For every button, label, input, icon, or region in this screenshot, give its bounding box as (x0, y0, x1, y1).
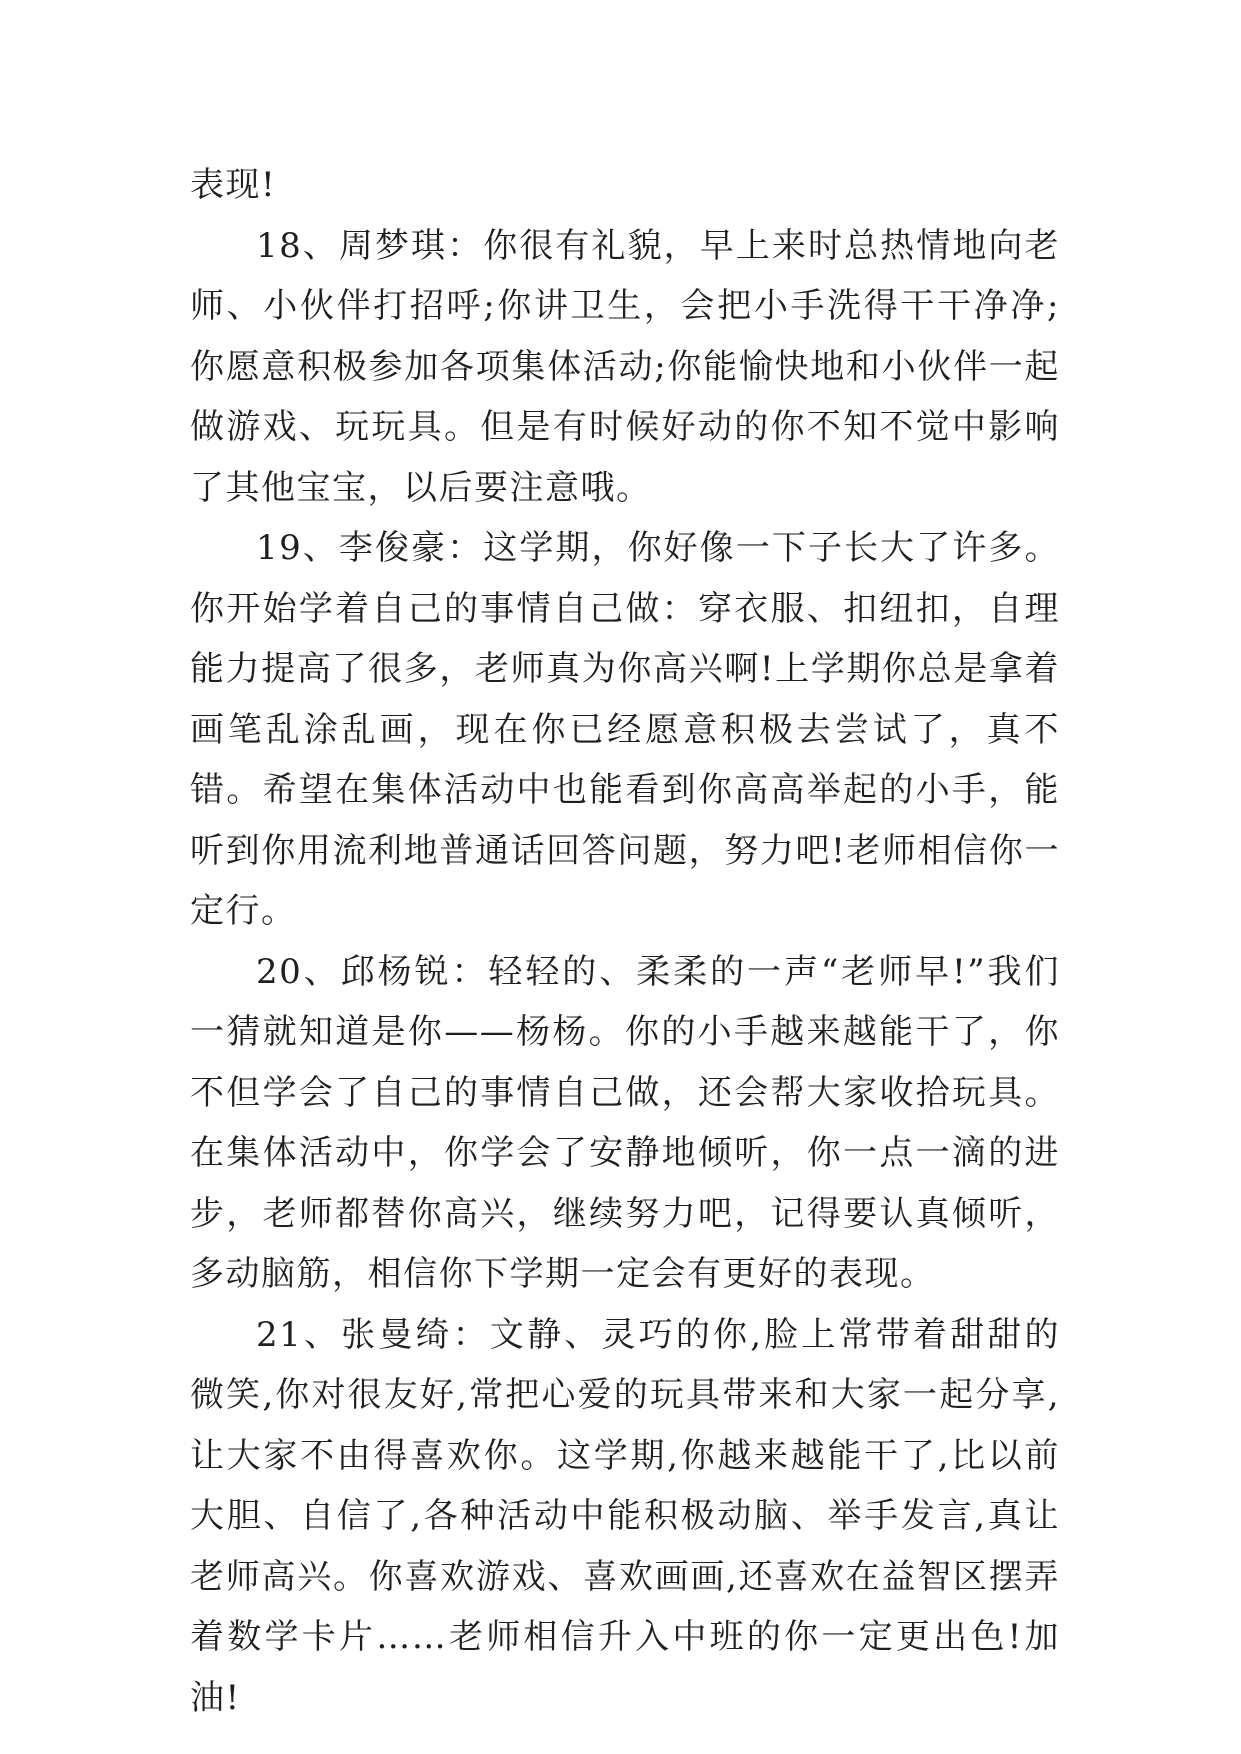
paragraph-comment-18: 18、周梦琪：你很有礼貌，早上来时总热情地向老师、小伙伴打招呼;你讲卫生，会把小手洗得干干净净;你愿意积极参加各项集体活动;你能愉快地和小伙伴一起做游戏、玩玩具。但是有时候好动的你不知不觉中影响了其他宝宝，以后要注意哦。 (190, 225, 1060, 508)
paragraph-comment-21: 21、张曼绮：文静、灵巧的你,脸上常带着甜甜的微笑,你对很友好,常把心爱的玩具带来和大家一起分享,让大家不由得喜欢你。这学期,你越来越能干了,比以前大胆、自信了,各种活动中能积极动脑、举手发言,真让老师高兴。你喜欢游戏、喜欢画画,还喜欢在益智区摆弄着数学卡片……老师相信升入中班的你一定更出色!加油! (190, 1314, 1060, 1718)
paragraph-comment-19: 19、李俊豪：这学期，你好像一下子长大了许多。你开始学着自己的事情自己做：穿衣服、扣纽扣，自理能力提高了很多，老师真为你高兴啊!上学期你总是拿着画笔乱涂乱画，现在你已经愿意积极去尝试了，真不错。希望在集体活动中也能看到你高高举起的小手，能听到你用流利地普通话回答问题，努力吧!老师相信你一定行。 (190, 528, 1060, 931)
paragraph-continuation: 表现! (190, 165, 277, 205)
document-body (190, 155, 1060, 1728)
paragraph-comment-20: 20、邱杨锐：轻轻的、柔柔的一声“老师早!”我们一猜就知道是你——杨杨。你的小手越来越能干了，你不但学会了自己的事情自己做，还会帮大家收拾玩具。在集体活动中，你学会了安静地倾听，你一点一滴的进步，老师都替你高兴，继续努力吧，记得要认真倾听，多动脑筋，相信你下学期一定会有更好的表现。 (190, 951, 1060, 1294)
